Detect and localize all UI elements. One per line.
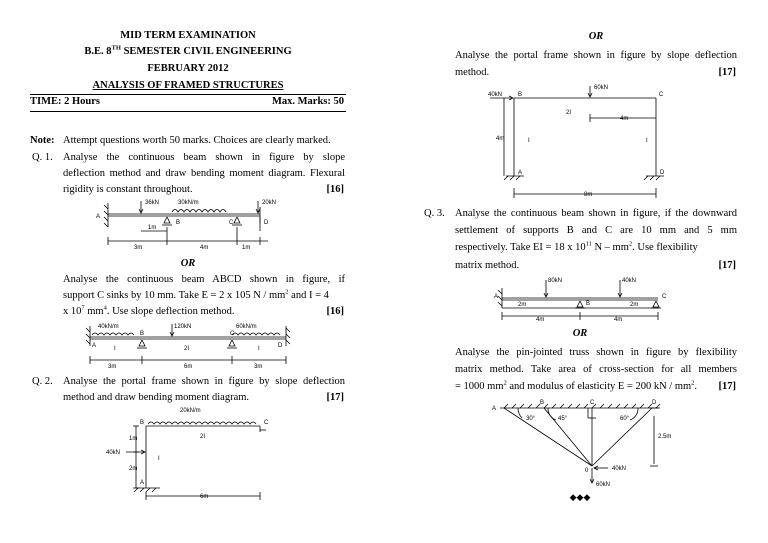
fig5-dim-4: 2m	[630, 302, 639, 308]
fig6-height: 2.5m	[658, 434, 672, 440]
fig1-dim-3: 4m	[200, 245, 209, 251]
fig3-dim-3: 6m	[200, 494, 209, 500]
figure-continuous-beam-1	[92, 197, 277, 253]
figure-pin-jointed-truss	[484, 396, 684, 492]
fig3-dim-1: 1m	[129, 436, 138, 442]
fig4-label-a: A	[518, 170, 523, 176]
fig1-dim-2: 3m	[134, 245, 143, 251]
course-line: B.E. 8TH SEMESTER CIVIL ENGINEERING	[84, 44, 292, 57]
fig4-inertia-col-2: I	[646, 138, 648, 144]
fig3-label-b: B	[140, 420, 145, 426]
fig5-dim-1: 2m	[518, 302, 527, 308]
q1-marks: [16]	[326, 184, 344, 195]
q3-or: OR	[572, 328, 588, 339]
fig3-inertia-col: I	[158, 456, 160, 462]
fig2-udl-2: 60kN/m	[236, 324, 257, 330]
q1-alt-line-3: x $10^7$ $mm^4$. Use slope deflection method.	[63, 304, 235, 317]
fig2-udl-1: 40kN/m	[98, 324, 119, 330]
fig1-label-a: A	[96, 214, 101, 220]
q3-alt-line-2: matrix method. Take area of cross-section for all members	[455, 364, 737, 375]
q3-line-2: settlement of supports B and C are 10 mm and 5 mm	[455, 225, 737, 236]
q1-alt-line-2: support C sinks by 10 mm. Take E = 2 x 105 N / $mm^2$ and I = 4	[63, 288, 329, 301]
fig6-angle-45: 45°	[558, 416, 568, 422]
fig6-load-1: 40kN	[612, 466, 627, 472]
q3-marks: [17]	[718, 260, 736, 271]
fig2-label-d: D	[278, 343, 283, 349]
note-label: Note:	[30, 135, 55, 146]
end-marker: ◆◆◆	[569, 492, 591, 502]
fig2-inertia-3: I	[258, 346, 260, 352]
q1-line-2: deflection method and draw bending moment diagram. Flexural	[63, 168, 345, 179]
fig6-label-b: B	[540, 400, 545, 406]
time-allowed: TIME: 2 Hours	[30, 96, 101, 107]
figure-continuous-beam-2	[82, 320, 294, 370]
max-marks: Max. Marks: 50	[271, 96, 344, 107]
q1-line-1: Analyse the continuous beam shown in figure by slope	[63, 152, 345, 163]
q2-alt-line-1: Analyse the portal frame shown in figure by slope deflection	[455, 50, 737, 61]
fig5-dim-3: 4m	[614, 317, 623, 323]
fig5-label-c: C	[662, 294, 667, 300]
header-rule	[30, 94, 346, 95]
figure-continuous-beam-3	[490, 274, 670, 322]
fig4-load-1: 40kN	[488, 92, 503, 98]
fig4-dim-span: 8m	[584, 192, 593, 198]
fig4-inertia-beam: 2I	[566, 110, 572, 116]
q2-alt-line-2: method.	[455, 67, 490, 78]
fig3-label-a: A	[140, 480, 145, 486]
fig3-inertia-beam: 2I	[200, 434, 206, 440]
fig1-load-1: 36kN	[145, 200, 160, 206]
fig1-load-2: 20kN	[262, 200, 277, 206]
q1-alt-line-1: Analyse the continuous beam ABCD shown in figure, if	[63, 274, 345, 285]
exam-date: FEBRUARY 2012	[147, 63, 229, 74]
fig1-label-c: C	[229, 220, 234, 226]
q2-number: Q. 2.	[32, 376, 53, 387]
q2-line-2: method and draw bending moment diagram.	[63, 392, 250, 403]
fig1-dim-4: 1m	[242, 245, 251, 251]
q1-or: OR	[180, 258, 196, 269]
fig5-label-b: B	[586, 301, 591, 307]
fig2-dim-2: 6m	[184, 364, 193, 370]
fig3-load: 40kN	[106, 450, 121, 456]
q3-number: Q. 3.	[424, 208, 445, 219]
q2-line-1: Analyse the portal frame shown in figure by slope deflection	[63, 376, 345, 387]
fig4-dim-v: 4m	[496, 136, 505, 142]
fig2-load: 120kN	[174, 324, 192, 330]
subject-title: ANALYSIS OF FRAMED STRUCTURES	[92, 80, 284, 91]
fig5-dim-2: 4m	[536, 317, 545, 323]
q1-line-3: rigidity is constant throughout.	[63, 184, 193, 195]
q1-alt-marks: [16]	[326, 306, 344, 317]
fig6-joint-o: 0	[585, 468, 589, 474]
header-rule-2	[30, 111, 346, 112]
q3-line-3: respectively. Take EI = 18 x $10^{11}$ N – $mm^2$. Use flexibility	[455, 240, 698, 253]
q1-number: Q. 1.	[32, 152, 53, 163]
q3-line-4: matrix method.	[455, 260, 520, 271]
fig4-label-c: C	[659, 92, 664, 98]
fig2-inertia-2: 2I	[184, 346, 190, 352]
fig2-dim-3: 3m	[254, 364, 263, 370]
fig6-label-c: C	[590, 400, 595, 406]
fig2-label-b: B	[140, 331, 145, 337]
q3-alt-line-3: = 1000 $mm^2$ and modulus of elasticity E = 200 kN / $mm^2$.	[455, 379, 698, 392]
fig4-label-b: B	[518, 92, 523, 98]
fig6-label-d: D	[652, 400, 657, 406]
exam-title: MID TERM EXAMINATION	[120, 30, 256, 41]
fig6-angle-60: 60°	[620, 416, 630, 422]
fig2-label-c: C	[230, 331, 235, 337]
q2-alt-marks: [17]	[718, 67, 736, 78]
fig1-udl: 30kN/m	[178, 200, 199, 206]
fig1-label-d: D	[264, 220, 269, 226]
q3-line-1: Analyse the continuous beam shown in figure, if the downward	[455, 208, 737, 219]
fig6-label-a: A	[492, 406, 497, 412]
fig6-load-2: 60kN	[596, 482, 611, 488]
q3-alt-line-1: Analyse the pin-jointed truss shown in figure by flexibility	[455, 347, 737, 358]
q2-marks: [17]	[326, 392, 344, 403]
fig5-load-2: 40kN	[622, 278, 637, 284]
fig5-load-1: 80kN	[548, 278, 563, 284]
fig1-label-b: B	[176, 220, 181, 226]
fig3-dim-2: 2m	[129, 466, 138, 472]
fig2-dim-1: 3m	[108, 364, 117, 370]
fig6-angle-30: 30°	[526, 416, 536, 422]
q3-alt-marks: [17]	[718, 381, 736, 392]
q2-or: OR	[588, 31, 604, 42]
fig5-label-a: A	[494, 294, 499, 300]
note-text: Attempt questions worth 50 marks. Choices are clearly marked.	[63, 135, 331, 146]
fig1-dim-1: 1m	[148, 225, 157, 231]
figure-portal-frame-2	[484, 82, 674, 200]
fig2-label-a: A	[92, 343, 97, 349]
fig4-inertia-col-1: I	[528, 138, 530, 144]
fig3-udl: 20kN/m	[180, 408, 201, 414]
fig4-label-d: D	[660, 170, 665, 176]
fig4-load-2: 60kN	[594, 85, 609, 91]
fig3-label-c: C	[264, 420, 269, 426]
fig2-inertia-1: I	[114, 346, 116, 352]
fig4-dim-h: 4m	[620, 116, 629, 122]
figure-portal-frame-1	[100, 404, 280, 500]
